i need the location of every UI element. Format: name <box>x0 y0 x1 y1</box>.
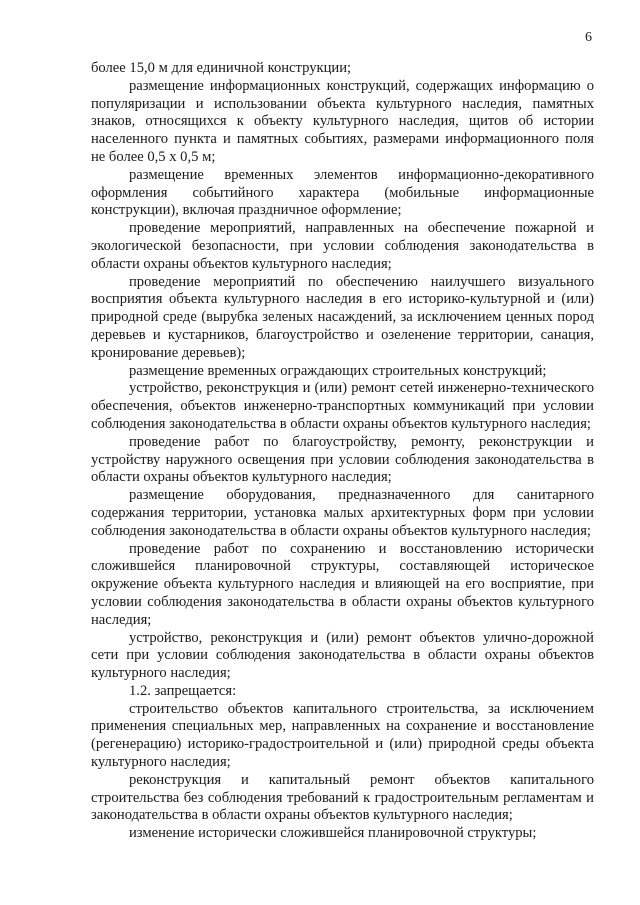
paragraph: проведение мероприятий по обеспечению наилучшего визуального восприятия объекта культурного наследия в его историко-культурной и (или) природной среде (вырубка зеленых насаждений, за исключением ценных пород деревьев и кустарников, благоустройство и озеленение территории, санация, кронирование деревьев); <box>91 273 594 361</box>
paragraph: устройство, реконструкция и (или) ремонт сетей инженерно-технического обеспечения, объектов инженерно-транспортных коммуникаций при условии соблюдения законодательства в области охраны объектов культурного наследия; <box>91 380 594 432</box>
paragraph: строительство объектов капитального строительства, за исключением применения специальных мер, направленных на сохранение и восстановление (регенерацию) историко-градостроительной и (или) природной среды объекта культурного наследия; <box>91 700 594 771</box>
document-body <box>91 60 594 843</box>
paragraph: изменение исторически сложившейся планировочной структуры; <box>129 825 537 842</box>
page-number: 6 <box>585 30 592 45</box>
section-heading: 1.2. запрещается: <box>129 682 237 699</box>
paragraph: размещение временных элементов информационно-декоративного оформления событийного характера (мобильные информационные конструкции), включая праздничное оформление; <box>91 166 594 219</box>
paragraph: проведение мероприятий, направленных на обеспечение пожарной и экологической безопасности, при условии соблюдения законодательства в области охраны объектов культурного наследия; <box>91 220 594 272</box>
paragraph: более 15,0 м для единичной конструкции; <box>91 60 352 76</box>
paragraph: размещение временных ограждающих строительных конструкций; <box>129 362 547 379</box>
paragraph: реконструкция и капитальный ремонт объектов капитального строительства без соблюдения требований к градостроительным регламентам и законодательства в области охраны объектов культурного наследия; <box>91 771 594 824</box>
paragraph: проведение работ по сохранению и восстановлению исторически сложившейся планировочной структуры, составляющей историческое окружение объекта культурного наследия и влияющей на его восприятие, при условии соблюдения законодательства в области охраны объектов культурного наследия; <box>91 540 594 628</box>
paragraph: устройство, реконструкция и (или) ремонт объектов улично-дорожной сети при условии соблюдения законодательства в области охраны объектов культурного наследия; <box>91 629 594 682</box>
paragraph: проведение работ по благоустройству, ремонту, реконструкции и устройству наружного освещения при условии соблюдения законодательства в области охраны объектов культурного наследия; <box>91 433 594 486</box>
paragraph: размещение информационных конструкций, содержащих информацию о популяризации и использовании объекта культурного наследия, памятных знаков, относящихся к объекту культурного наследия, щитов об истории населенного пункта и памятных событиях, размерами информационного поля не более 0,5 х 0,5 м; <box>91 77 594 165</box>
paragraph: размещение оборудования, предназначенного для санитарного содержания территории, установка малых архитектурных форм при условии соблюдения законодательства в области охраны объектов культурного наследия; <box>91 487 594 539</box>
